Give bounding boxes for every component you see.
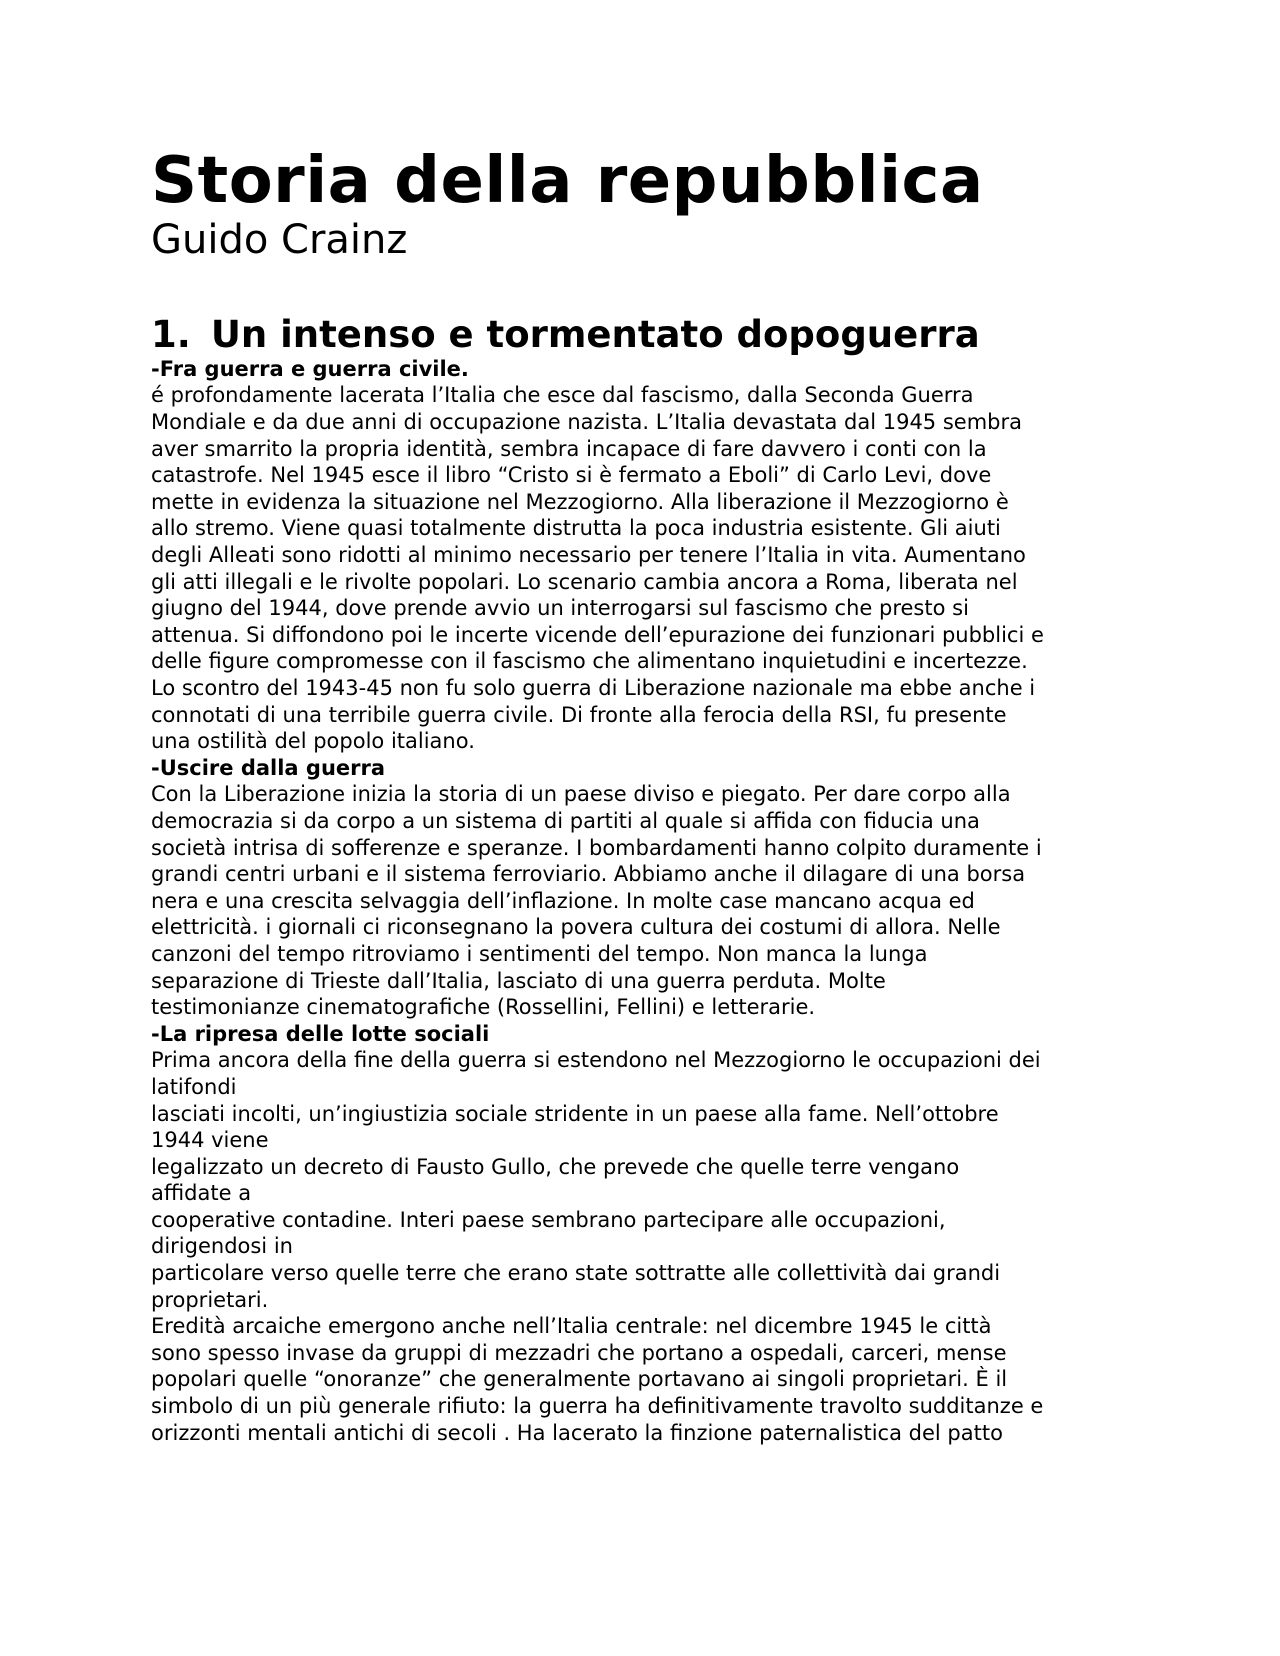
document-author: Guido Crainz bbox=[151, 217, 408, 264]
chapter-number: 1. bbox=[151, 313, 191, 357]
text-line: proprietari. bbox=[151, 1287, 269, 1312]
text-line: democrazia si da corpo a un sistema di partiti al quale si affida con fiducia una bbox=[151, 808, 980, 833]
text-line: sono spesso invase da gruppi di mezzadri che portano a ospedali, carceri, mense bbox=[151, 1340, 1007, 1365]
text-line: Con la Liberazione inizia la storia di un paese diviso e piegato. Per dare corpo alla bbox=[151, 782, 1011, 807]
section-heading: -Fra guerra e guerra civile. bbox=[151, 356, 469, 381]
text-line: Mondiale e da due anni di occupazione nazista. L’Italia devastata dal 1945 sembra bbox=[151, 410, 1022, 435]
text-line: particolare verso quelle terre che erano state sottratte alle collettività dai grandi bbox=[151, 1261, 1001, 1286]
text-line: catastrofe. Nel 1945 esce il libro “Cristo si è fermato a Eboli” di Carlo Levi, dove bbox=[151, 463, 992, 488]
document-title: Storia della repubblica bbox=[151, 144, 984, 218]
text-line: é profondamente lacerata l’Italia che esce dal fascismo, dalla Seconda Guerra bbox=[151, 383, 974, 408]
text-line: grandi centri urbani e il sistema ferroviario. Abbiamo anche il dilagare di una borsa bbox=[151, 862, 1026, 887]
section-heading: -La ripresa delle lotte sociali bbox=[151, 1021, 490, 1046]
text-line: lasciati incolti, un’ingiustizia sociale stridente in un paese alla fame. Nell’ottobre bbox=[151, 1101, 999, 1126]
chapter-heading bbox=[151, 315, 1141, 356]
text-line: elettricità. i giornali ci riconsegnano la povera cultura dei costumi di allora. Nelle bbox=[151, 915, 1001, 940]
section-paragraph bbox=[151, 382, 1141, 754]
text-line: mette in evidenza la situazione nel Mezzogiorno. Alla liberazione il Mezzogiorno è bbox=[151, 489, 1009, 514]
text-line: testimonianze cinematografiche (Rossellini, Fellini) e letterarie. bbox=[151, 995, 816, 1020]
text-line: connotati di una terribile guerra civile. Di fronte alla ferocia della RSI, fu presente bbox=[151, 702, 1007, 727]
document-page bbox=[151, 144, 1141, 1446]
text-line: affidate a bbox=[151, 1181, 252, 1206]
text-line: latifondi bbox=[151, 1074, 237, 1099]
text-line: cooperative contadine. Interi paese sembrano partecipare alle occupazioni, bbox=[151, 1207, 946, 1232]
text-line: allo stremo. Viene quasi totalmente distrutta la poca industria esistente. Gli aiuti bbox=[151, 516, 1001, 541]
section-heading: -Uscire dalla guerra bbox=[151, 755, 386, 780]
document-body bbox=[151, 356, 1141, 1446]
text-line: giugno del 1944, dove prende avvio un interrogarsi sul fascismo che presto si bbox=[151, 596, 969, 621]
text-line: gli atti illegali e le rivolte popolari. Lo scenario cambia ancora a Roma, liberata nel bbox=[151, 569, 1018, 594]
text-line: orizzonti mentali antichi di secoli . Ha lacerato la finzione paternalistica del patto bbox=[151, 1420, 1003, 1445]
text-line: una ostilità del popolo italiano. bbox=[151, 729, 475, 754]
text-line: delle figure compromesse con il fascismo che alimentano inquietudini e incertezze. bbox=[151, 649, 1028, 674]
text-line: dirigendosi in bbox=[151, 1234, 293, 1259]
text-line: aver smarrito la propria identità, sembra incapace di fare davvero i conti con la bbox=[151, 436, 987, 461]
text-line: popolari quelle “onoranze” che generalmente portavano ai singoli proprietari. È il bbox=[151, 1367, 1008, 1392]
chapter-title: Un intenso e tormentato dopoguerra bbox=[210, 313, 980, 357]
text-line: canzoni del tempo ritroviamo i sentimenti del tempo. Non manca la lunga bbox=[151, 941, 928, 966]
text-line: Eredità arcaiche emergono anche nell’Italia centrale: nel dicembre 1945 le città bbox=[151, 1314, 992, 1339]
text-line: simbolo di un più generale rifiuto: la guerra ha definitivamente travolto sudditanze e bbox=[151, 1394, 1044, 1419]
text-line: nera e una crescita selvaggia dell’inflazione. In molte case mancano acqua ed bbox=[151, 888, 975, 913]
text-line: degli Alleati sono ridotti al minimo necessario per tenere l’Italia in vita. Aumentano bbox=[151, 543, 1026, 568]
text-line: Lo scontro del 1943-45 non fu solo guerra di Liberazione nazionale ma ebbe anche i bbox=[151, 676, 1036, 700]
text-line: separazione di Trieste dall’Italia, lasciato di una guerra perduta. Molte bbox=[151, 968, 886, 993]
text-line: 1944 viene bbox=[151, 1128, 269, 1153]
text-line: società intrisa di sofferenze e speranze. I bombardamenti hanno colpito duramente i bbox=[151, 835, 1042, 860]
section-paragraph bbox=[151, 781, 1141, 1020]
section-paragraph bbox=[151, 1047, 1141, 1446]
text-line: Prima ancora della fine della guerra si estendono nel Mezzogiorno le occupazioni dei bbox=[151, 1048, 1041, 1073]
text-line: attenua. Si diffondono poi le incerte vicende dell’epurazione dei funzionari pubblici e bbox=[151, 622, 1044, 647]
text-line: legalizzato un decreto di Fausto Gullo, che prevede che quelle terre vengano bbox=[151, 1154, 960, 1179]
